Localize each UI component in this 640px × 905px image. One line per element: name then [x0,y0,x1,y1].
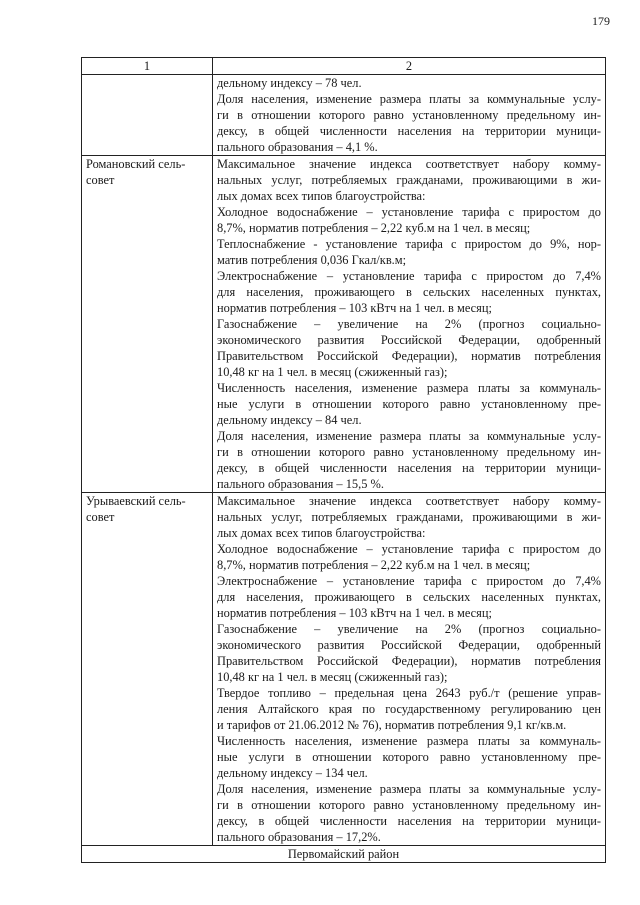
text-line: Численность населения, изменение размера платы за коммуналь- [217,381,601,395]
text-line: Максимальное значение индекса соответствует набору комму- [217,157,601,171]
text-line: Правительством Российской Федерации), норматив потребления [217,349,601,363]
text-line: Электроснабжение – установление тарифа с приростом до 7,4% [217,574,601,588]
text-line: 10,48 кг на 1 чел. в месяц (сжиженный газ); [217,670,448,684]
region-name-line: Романовский сель- [86,157,186,171]
text-line: норматив потребления – 103 кВтч на 1 чел. в месяц; [217,301,492,315]
text-line: пального образования – 17,2%. [217,830,381,844]
text-line: нальных услуг, потребляемых гражданами, проживающими в жи- [217,173,601,187]
column-header-2: 2 [213,58,606,75]
text-line: Доля населения, изменение размера платы за коммунальные услу- [217,782,601,796]
text-line: Холодное водоснабжение – установление тарифа с приростом до [217,205,601,219]
region-cell [82,493,213,846]
text-line: для населения, проживающего в сельских населенных пунктах, [217,285,601,299]
text-line: нальных услуг, потребляемых гражданами, проживающими в жи- [217,510,601,524]
description-cell [213,156,606,493]
district-row [82,846,606,863]
text-line: Твердое топливо – предельная цена 2643 руб./т (решение управ- [217,686,601,700]
text-line: Газоснабжение – увеличение на 2% (прогноз социально- [217,622,601,636]
text-line: экономического развития Российской Федерации, одобренный [217,638,601,652]
document-table [81,57,606,863]
table-header-row [82,58,606,75]
text-line: Численность населения, изменение размера платы за коммуналь- [217,734,601,748]
text-line: ные услуги в отношении которого равно установленному пре- [217,750,601,764]
text-line: Максимальное значение индекса соответствует набору комму- [217,494,601,508]
text-line: Холодное водоснабжение – установление тарифа с приростом до [217,542,601,556]
text-line: дельному индексу – 78 чел. [217,76,362,90]
table-body [82,75,606,863]
text-line: Доля населения, изменение размера платы за коммунальные услу- [217,92,601,106]
text-line: Электроснабжение – установление тарифа с приростом до 7,4% [217,269,601,283]
region-cell [82,75,213,156]
region-name-line: Урываевский сель- [86,494,186,508]
text-line: и тарифов от 21.06.2012 № 76), норматив потребления 9,1 кг/кв.м. [217,718,567,732]
region-cell [82,156,213,493]
text-line: норматив потребления – 103 кВтч на 1 чел. в месяц; [217,606,492,620]
column-header-1: 1 [82,58,213,75]
region-name-line: совет [86,510,115,524]
text-line: 8,7%, норматив потребления – 2,22 куб.м на 1 чел. в месяц; [217,558,531,572]
text-line: дексу, в общей численности населения на территории муници- [217,814,601,828]
description-cell [213,75,606,156]
text-line: для населения, проживающего в сельских населенных пунктах, [217,590,601,604]
text-line: Газоснабжение – увеличение на 2% (прогноз социально- [217,317,601,331]
text-line: Теплоснабжение - установление тарифа с приростом до 9%, нор- [217,237,601,251]
text-line: экономического развития Российской Федерации, одобренный [217,333,601,347]
text-line: 10,48 кг на 1 чел. в месяц (сжиженный газ); [217,365,448,379]
text-line: дексу, в общей численности населения на территории муници- [217,461,601,475]
text-line: дексу, в общей численности населения на территории муници- [217,124,601,138]
text-line: 8,7%, норматив потребления – 2,22 куб.м на 1 чел. в месяц; [217,221,531,235]
text-line: Правительством Российской Федерации), норматив потребления [217,654,601,668]
text-line: матив потребления 0,036 Гкал/кв.м; [217,253,407,267]
text-line: лых домах всех типов благоустройства: [217,526,426,540]
text-line: ги в отношении которого равно установленному предельному ин- [217,108,601,122]
text-line: лых домах всех типов благоустройства: [217,189,426,203]
table-row [82,493,606,846]
page-number: 179 [592,14,610,28]
description-cell [213,493,606,846]
text-line: дельному индексу – 134 чел. [217,766,368,780]
text-line: Доля населения, изменение размера платы за коммунальные услу- [217,429,601,443]
text-line: пального образования – 4,1 %. [217,140,378,154]
table-row [82,75,606,156]
table-row [82,156,606,493]
text-line: ги в отношении которого равно установленному предельному ин- [217,445,601,459]
region-name-line: совет [86,173,115,187]
text-line: пального образования – 15,5 %. [217,477,384,491]
text-line: ления Алтайского края по государственному регулированию цен [217,702,601,716]
text-line: ги в отношении которого равно установленному предельному ин- [217,798,601,812]
text-line: дельному индексу – 84 чел. [217,413,362,427]
district-name: Первомайский район [82,846,606,863]
text-line: ные услуги в отношении которого равно установленному пре- [217,397,601,411]
